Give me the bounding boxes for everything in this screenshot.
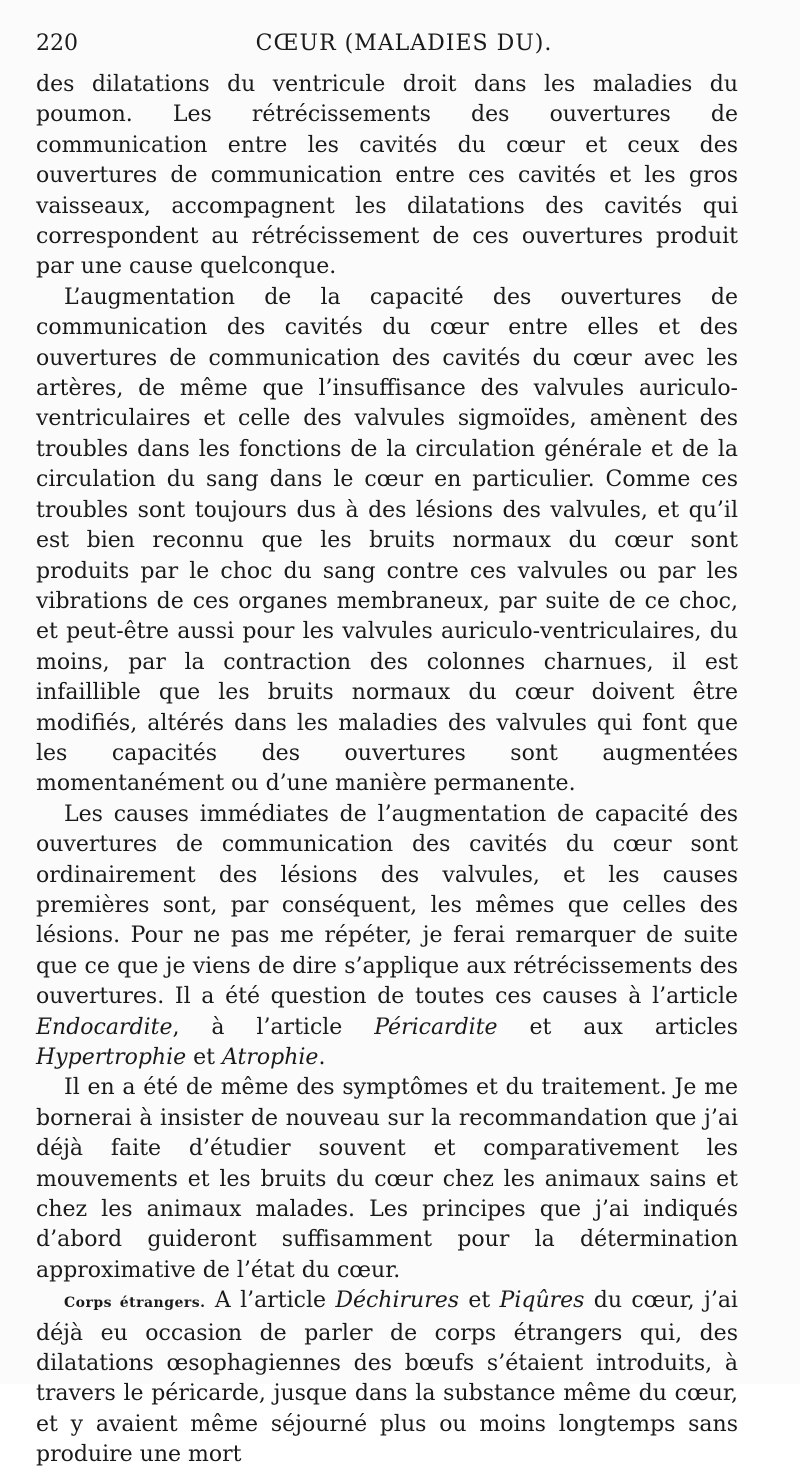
paragraph-4: Il en a été de même des symptômes et du traitement. Je me bornerai à insister de nouveau sur la recommandation que j’ai déjà faite d’étudier souvent et comparativement les mouvements et les bruits du cœur chez les animaux sains et chez les animaux malades. Les principes que j’ai indiqués d’abord guideront suffisamment pour la détermination approximative de l’état du cœur. <box>36 1075 738 1283</box>
paragraph-3 <box>36 800 738 1074</box>
paragraph-3-text-c: et aux articles <box>497 1014 738 1040</box>
paragraph-5-text-a: A l’article <box>205 1288 336 1314</box>
term-piqures: Piqûres <box>499 1288 585 1314</box>
paragraph-3-text-e: . <box>318 1045 326 1070</box>
page-number: 220 <box>36 31 78 56</box>
section-heading-corps-etrangers: Corps étrangers. <box>64 1295 206 1312</box>
term-dechirures: Déchirures <box>335 1288 460 1314</box>
paragraph-5-text-c: du cœur, j’ai déjà eu occasion de parler de corps étrangers qui, des dilatations œsophagiennes des bœufs s’étaient introduits, à travers le péricarde, jusque dans la substance même du cœur, et y avaient même séjourné plus ou moins longtemps sans produire une mort <box>36 1288 738 1468</box>
term-atrophie: Atrophie <box>222 1045 319 1070</box>
paragraph-3-text-a: Les causes immédiates de l’augmentation de capacité des ouvertures de communication des cavités du cœur sont ordinairement des lésions des valvules, et les causes premières sont, par conséquent, les mêmes que celles des lésions. Pour ne pas me répéter, je ferai remarquer de suite que ce que je viens de dire s’applique aux rétrécissements des ouvertures. Il a été question de toutes ces causes à l’article <box>36 801 738 1010</box>
paragraph-3-text-b: , à l’article <box>172 1014 375 1040</box>
term-pericardite: Péricardite <box>374 1014 498 1040</box>
paragraph-3-text-d: et <box>186 1045 223 1070</box>
paragraph-1: des dilatations du ventricule droit dans les maladies du poumon. Les rétrécissements des ouvertures de communication entre les cavités du cœur et ceux des ouvertures de communication entre ces cavités et les gros vaisseaux, accompagnent les dilatations des cavités qui correspondent au rétrécissement de ces ouvertures produit par une cause quelconque. <box>36 72 738 280</box>
page-header <box>36 26 756 62</box>
body-text <box>36 70 738 1471</box>
running-head: CŒUR (MALADIES DU). <box>255 31 553 56</box>
paragraph-5 <box>36 1286 738 1470</box>
term-endocardite: Endocardite <box>36 1014 173 1040</box>
paragraph-5-text-b: et <box>459 1288 500 1314</box>
term-hypertrophie: Hypertrophie <box>36 1045 187 1070</box>
paragraph-2: L’augmentation de la capacité des ouvertures de communication des cavités du cœur entre elles et des ouvertures de communication des cavités du cœur avec les artères, de même que l’insuffisance des valvules auriculo-ventriculaires et celle des valvules sigmoïdes, amènent des troubles dans les fonctions de la circulation générale et de la circulation du sang dans le cœur en particulier. Comme ces troubles sont toujours dus à des lésions des valvules, et qu’il est bien reconnu que les bruits normaux du cœur sont produits par le choc du sang contre ces valvules ou par les vibrations de ces organes membraneux, par suite de ce choc, et peut-être aussi pour les valvules auriculo-ventriculaires, du moins, par la contraction des colonnes charnues, il est infaillible que les bruits normaux du cœur doivent être modifiés, altérés dans les maladies des valvules qui font que les capacités des ouvertures sont augmentées momentanément ou d’une manière permanente. <box>36 284 738 797</box>
